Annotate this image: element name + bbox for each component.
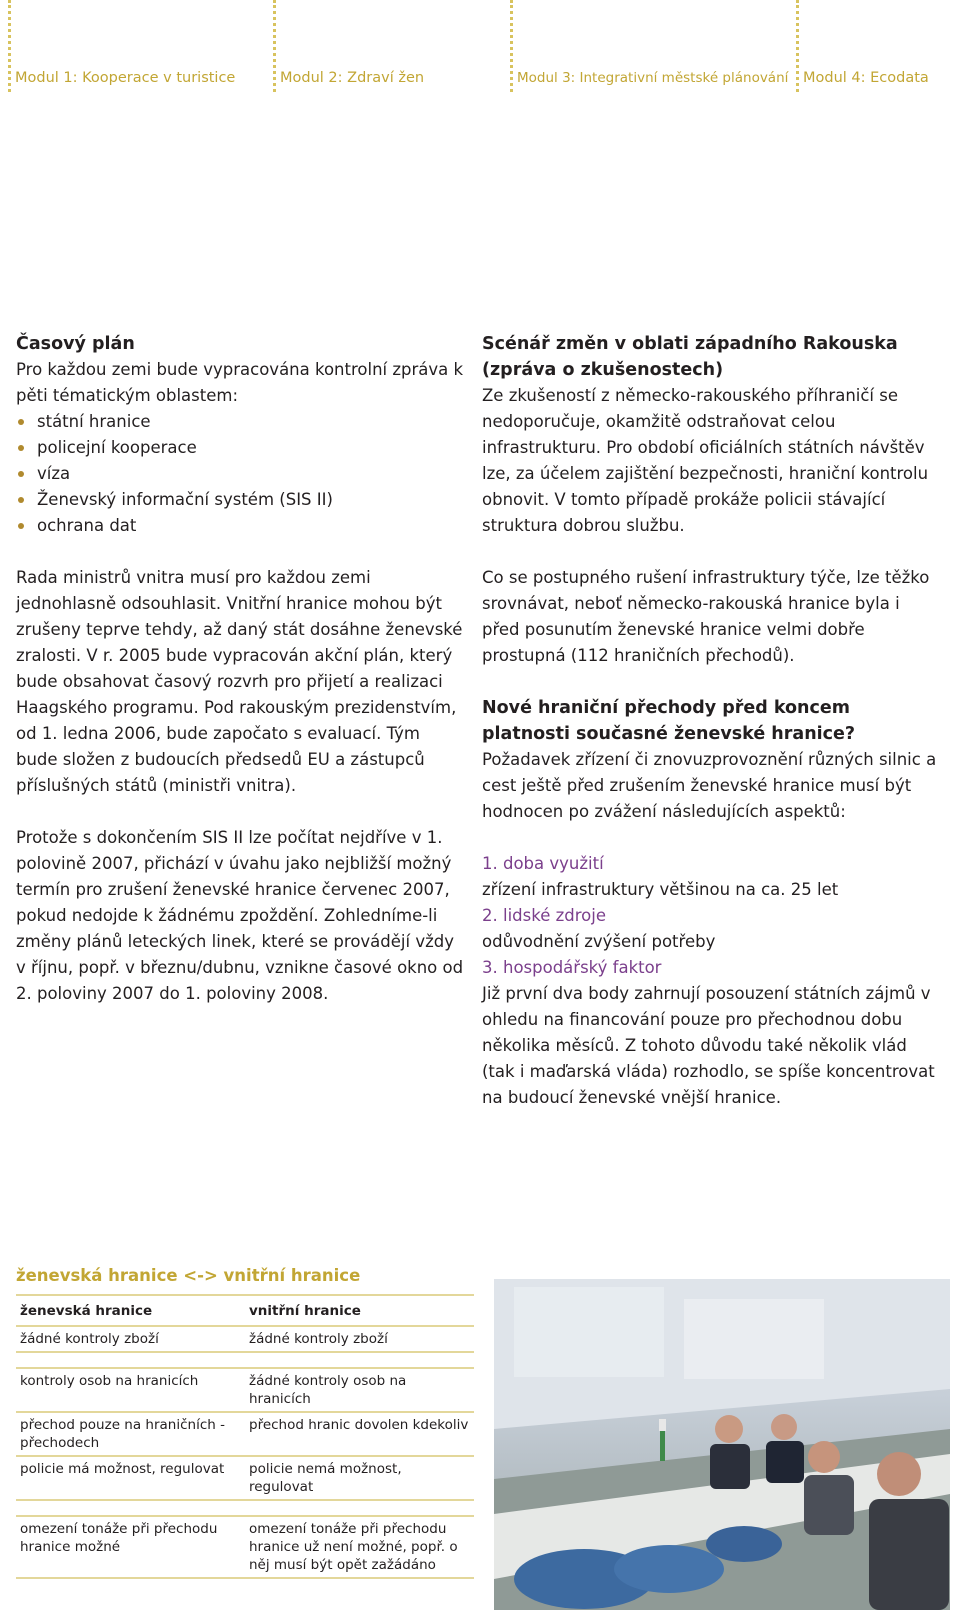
paragraph: Požadavek zřízení či znovuzprovoznění různých silnic a cest ještě před zrušením ženevské hranice musí být hodnocen po zvážení následujících aspektů: (482, 750, 937, 821)
list-item: ochrana dat (16, 513, 466, 539)
list-item: státní hranice (16, 409, 466, 435)
table-cell: omezení tonáže při přechodu hranice už není možné, popř. o něj musí být opět zažádáno (245, 1516, 474, 1578)
list-item: policejní kooperace (16, 435, 466, 461)
table-cell: policie má možnost, regulovat (16, 1456, 245, 1500)
right-column (482, 331, 938, 1111)
topic-list (16, 409, 466, 539)
paragraph: Rada ministrů vnitra musí pro každou zemi jednohlasně odsouhlasit. Vnitřní hranice mohou být zrušeny teprve tehdy, až daný stát dosáhne ženevské zralosti. V r. 2005 bude vypracován akční plán, který bude obsahovat časový rozvrh pro přijetí a realizaci Haagského programu. Pod rakouským prezidenstvím, od 1. ledna 2006, bude započato s evaluací. Tým bude složen z budoucích předsedů EU a zástupců příslušných států (ministři vnitra). (16, 568, 463, 795)
tab-modul-4[interactable] (796, 0, 960, 92)
column-header: ženevská hranice (16, 1295, 245, 1326)
aspect-text: zřízení infrastruktury většinou na ca. 25 let (482, 880, 839, 899)
table-cell: žádné kontroly zboží (16, 1326, 245, 1352)
section-heading-crossings: Nové hraniční přechody před koncem platnosti současné ženevské hranice? (482, 698, 856, 744)
aspect-text: odůvodnění zvýšení potřeby (482, 932, 716, 951)
module-nav (0, 0, 960, 100)
table-cell: přechod hranic dovolen kdekoliv (245, 1412, 474, 1456)
table-spacer (16, 1352, 474, 1368)
comparison-title: ženevská hranice <-> vnitřní hranice (16, 1266, 361, 1285)
list-item: Ženevský informační systém (SIS II) (16, 487, 466, 513)
tab-modul-2[interactable] (273, 0, 510, 92)
tab-label: Modul 3: Integrativní městské plánování (517, 70, 789, 86)
tab-modul-3[interactable] (510, 0, 796, 92)
conference-photo-illustration (494, 1279, 950, 1610)
table-header-row (16, 1295, 474, 1326)
table-cell: policie nemá možnost, regulovat (245, 1456, 474, 1500)
table-cell: kontroly osob na hranicích (16, 1368, 245, 1412)
table-cell: žádné kontroly zboží (245, 1326, 474, 1352)
tab-label: Modul 2: Zdraví žen (280, 70, 425, 86)
list-item: víza (16, 461, 466, 487)
comparison-table (16, 1294, 474, 1579)
timeline-intro: Pro každou zemi bude vypracována kontrolní zpráva k pěti tématickým oblastem: (16, 360, 464, 405)
tab-modul-1[interactable] (8, 0, 273, 92)
aspect-text: Již první dva body zahrnují posouzení státních zájmů v ohledu na financování pouze pro přechodnou dobu několika měsíců. Z tohoto důvodu také několik vlád (tak i maďarská vláda) rozhodlo, se spíše koncentrovat na budoucí ženevské vnější hranice. (482, 984, 935, 1107)
aspect-label: 1. doba využití (482, 854, 604, 873)
section-heading-scenario: Scénář změn v oblati západního Rakouska (zpráva o zkušenostech) (482, 334, 898, 380)
left-column (16, 331, 466, 1007)
table-cell: přechod pouze na hraničních - přechodech (16, 1412, 245, 1456)
paragraph: Co se postupného rušení infrastruktury týče, lze těžko srovnávat, neboť německo-rakouská hranice byla i před posunutím ženevské hranice velmi dobře prostupná (112 hraničních přechodů). (482, 568, 930, 665)
conference-photo (494, 1279, 950, 1610)
table-spacer (16, 1500, 474, 1516)
table-row (16, 1368, 474, 1412)
column-header: vnitřní hranice (245, 1295, 474, 1326)
table-row (16, 1516, 474, 1578)
table-cell: omezení tonáže při přechodu hranice možné (16, 1516, 245, 1578)
section-heading-timeline: Časový plán (16, 334, 135, 354)
table-cell: žádné kontroly osob na hranicích (245, 1368, 474, 1412)
aspect-label: 2. lidské zdroje (482, 906, 606, 925)
aspect-label: 3. hospodářský faktor (482, 958, 662, 977)
table-row (16, 1326, 474, 1352)
tab-label: Modul 4: Ecodata (803, 70, 929, 86)
tab-label: Modul 1: Kooperace v turistice (15, 70, 236, 86)
paragraph: Ze zkušeností z německo-rakouského příhraničí se nedoporučuje, okamžitě odstraňovat celou infrastrukturu. Pro období oficiálních státních návštěv lze, za účelem zajištění bezpečnosti, hraniční kontrolu obnovit. V tomto případě prokáže policii stávající struktura dobrou službu. (482, 386, 929, 535)
paragraph: Protože s dokončením SIS II lze počítat nejdříve v 1. polovině 2007, přichází v úvahu jako nejbližší možný termín pro zrušení ženevské hranice červenec 2007, pokud nedojde k žádnému zpoždění. Zohledníme-li změny plánů leteckých linek, které se provádějí vždy v říjnu, popř. v březnu/dubnu, vznikne časové okno od 2. poloviny 2007 do 1. poloviny 2008. (16, 828, 464, 1003)
table-row (16, 1412, 474, 1456)
table-row (16, 1456, 474, 1500)
